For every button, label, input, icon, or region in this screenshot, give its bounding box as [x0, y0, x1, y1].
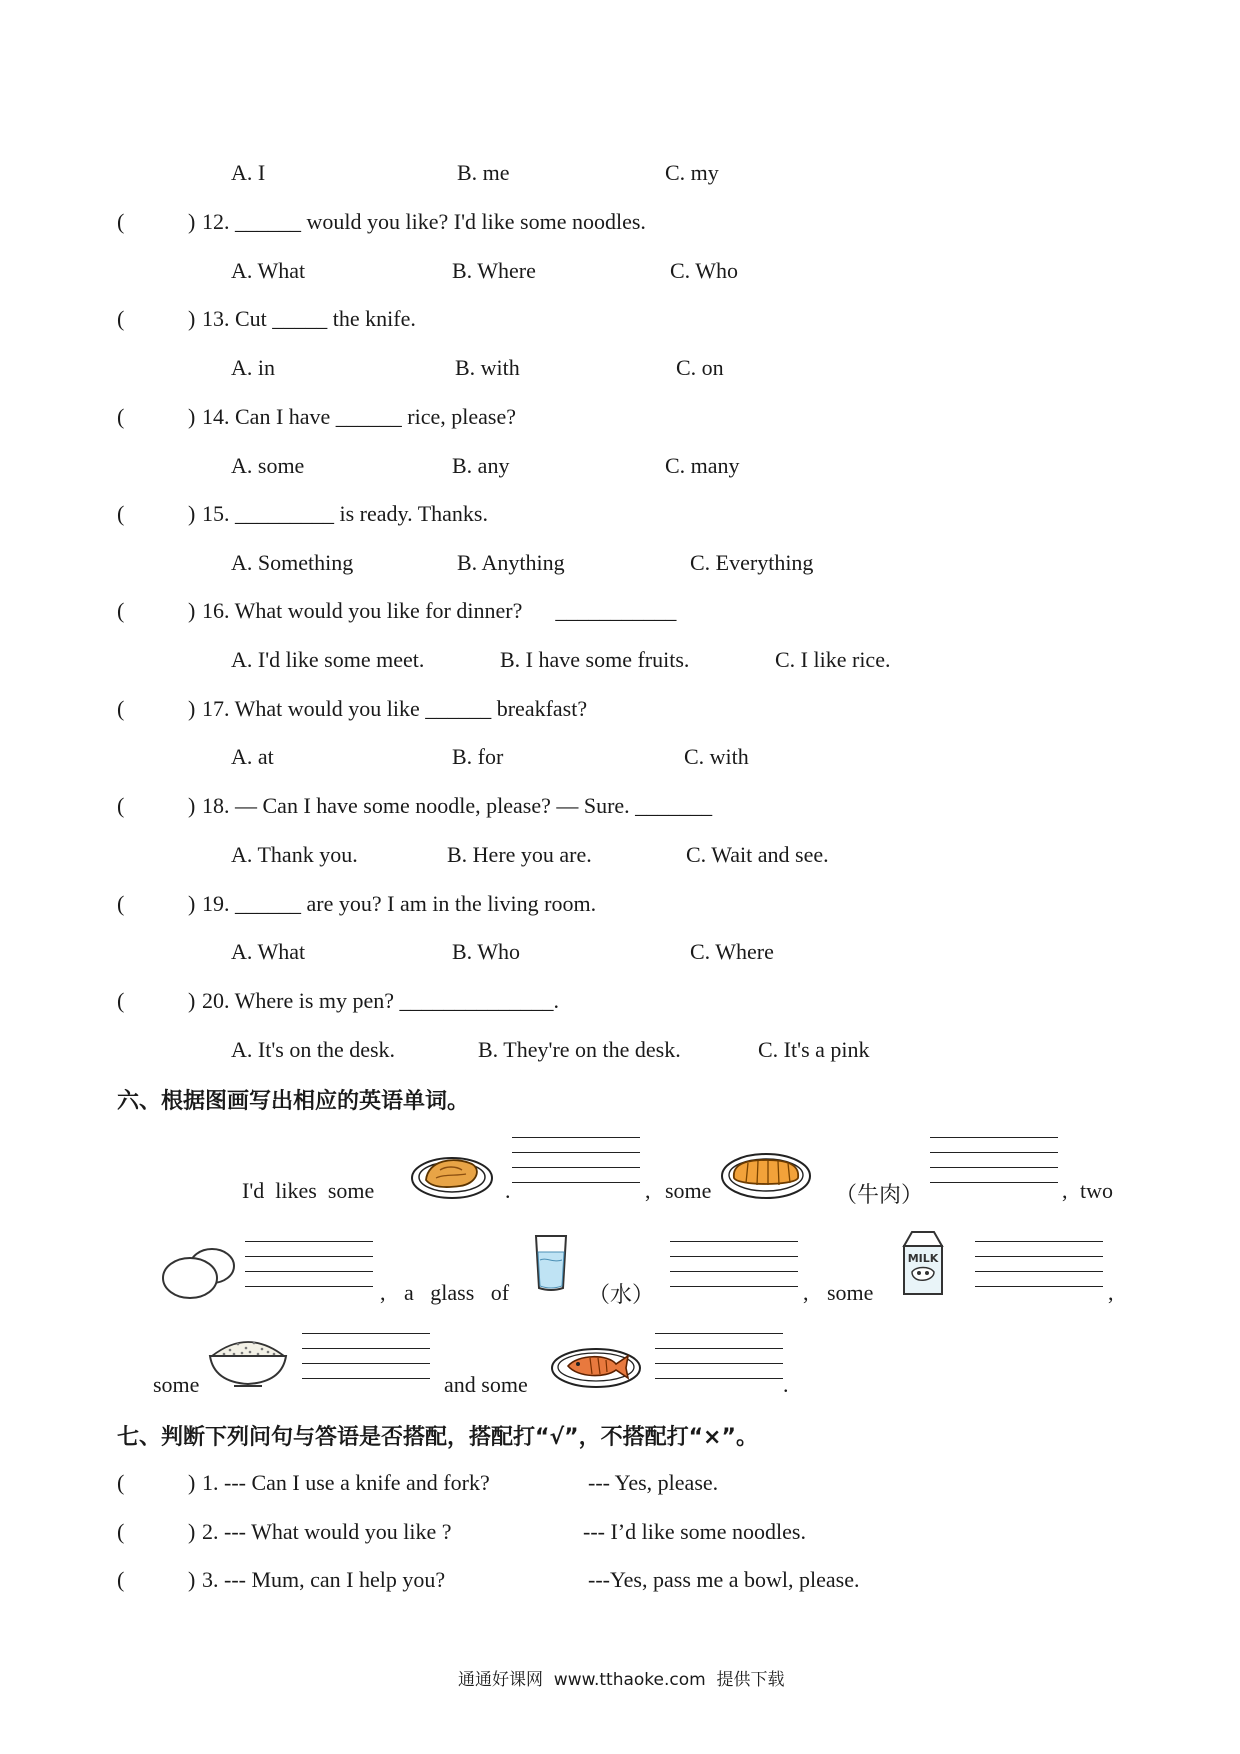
answer-paren-open: (	[117, 1470, 125, 1495]
match-answer: --- Yes, please.	[588, 1470, 719, 1495]
option-b: B. with	[455, 355, 520, 380]
option-a: A. I'd like some meet.	[231, 647, 425, 672]
answer-paren-open: (	[117, 1567, 125, 1592]
question-stem: 12. ______ would you like? I'd like some noodles.	[202, 209, 646, 234]
option-a: A. What	[231, 939, 306, 964]
answer-lines	[930, 1137, 1058, 1197]
fish-plate-icon	[550, 1342, 642, 1390]
option-a: A. I	[231, 160, 266, 185]
answer-lines	[302, 1333, 430, 1393]
word-some: some	[827, 1280, 874, 1305]
page-footer: 通通好课网 www.tthaoke.com 提供下载	[458, 1670, 785, 1690]
option-a: A. Thank you.	[231, 842, 358, 867]
option-b: B. Where	[452, 258, 536, 283]
question-stem: 15. _________ is ready. Thanks.	[202, 501, 488, 526]
punct-comma: ,	[803, 1280, 809, 1305]
answer-paren-close: )	[188, 209, 196, 234]
answer-lines	[512, 1137, 640, 1197]
question-stem: 19. ______ are you? I am in the living room.	[202, 891, 597, 916]
option-b: B. me	[457, 160, 510, 185]
option-b: B. any	[452, 453, 510, 478]
match-question: 1. --- Can I use a knife and fork?	[202, 1470, 490, 1495]
option-c: C. my	[665, 160, 719, 185]
hint-beef: （牛肉）	[835, 1182, 924, 1207]
match-question: 3. --- Mum, can I help you?	[202, 1567, 446, 1592]
chicken-icon	[410, 1148, 494, 1200]
answer-paren-close: )	[188, 306, 196, 331]
option-c: C. I like rice.	[775, 647, 891, 672]
match-question: 2. --- What would you like ?	[202, 1519, 452, 1544]
question-stem: 13. Cut _____ the knife.	[202, 306, 416, 331]
eggs-icon	[160, 1244, 238, 1300]
answer-paren-close: )	[188, 793, 196, 818]
answer-paren-open: (	[117, 988, 125, 1013]
match-answer: ---Yes, pass me a bowl, please.	[588, 1567, 860, 1592]
answer-paren-close: )	[188, 696, 196, 721]
milk-carton-icon	[898, 1228, 948, 1298]
answer-paren-open: (	[117, 404, 125, 429]
answer-paren-close: )	[188, 1519, 196, 1544]
option-c: C. Everything	[690, 550, 814, 575]
answer-paren-close: )	[188, 501, 196, 526]
option-b: B. I have some fruits.	[500, 647, 690, 672]
option-b: B. Anything	[457, 550, 565, 575]
punct-dot: .	[505, 1178, 511, 1203]
sentence-lead: I'd likes some	[242, 1178, 375, 1203]
answer-paren-open: (	[117, 793, 125, 818]
option-c: C. many	[665, 453, 740, 478]
option-a: A. at	[231, 744, 274, 769]
answer-paren-close: )	[188, 598, 196, 623]
answer-paren-open: (	[117, 501, 125, 526]
answer-paren-open: (	[117, 696, 125, 721]
question-stem: 14. Can I have ______ rice, please?	[202, 404, 516, 429]
option-a: A. some	[231, 453, 305, 478]
answer-lines	[655, 1333, 783, 1393]
hint-water: （水）	[588, 1282, 655, 1307]
question-stem: 17. What would you like ______ breakfast?	[202, 696, 588, 721]
answer-paren-open: (	[117, 209, 125, 234]
option-b: B. for	[452, 744, 504, 769]
phrase-a-glass-of: a glass of	[404, 1280, 510, 1305]
match-answer: --- I’d like some noodles.	[583, 1519, 806, 1544]
answer-paren-open: (	[117, 306, 125, 331]
question-stem: 18. — Can I have some noodle, please? — Sure. _______	[202, 793, 713, 818]
answer-lines	[245, 1241, 373, 1301]
answer-lines	[975, 1241, 1103, 1301]
option-a: A. What	[231, 258, 306, 283]
section-7-heading: 七、判断下列问句与答语是否搭配，搭配打“√”，不搭配打“×”。	[117, 1425, 758, 1450]
answer-paren-open: (	[117, 891, 125, 916]
punct-comma: ,	[1062, 1178, 1068, 1203]
option-c: C. with	[684, 744, 749, 769]
answer-paren-close: )	[188, 404, 196, 429]
punct-comma: ,	[645, 1178, 651, 1203]
rice-bowl-icon	[206, 1330, 290, 1392]
answer-paren-open: (	[117, 598, 125, 623]
answer-lines	[670, 1241, 798, 1301]
section-6-heading: 六、根据图画写出相应的英语单词。	[117, 1089, 470, 1114]
answer-paren-close: )	[188, 988, 196, 1013]
water-glass-icon	[532, 1232, 570, 1294]
word-two: two	[1080, 1178, 1113, 1203]
question-stem: 20. Where is my pen? ______________.	[202, 988, 560, 1013]
option-a: A. Something	[231, 550, 354, 575]
option-b: B. Here you are.	[447, 842, 592, 867]
option-c: C. It's a pink	[758, 1037, 870, 1062]
option-c: C. Wait and see.	[686, 842, 829, 867]
word-some: some	[153, 1372, 200, 1397]
option-c: C. Who	[670, 258, 739, 283]
word-some: some	[665, 1178, 712, 1203]
answer-paren-close: )	[188, 1567, 196, 1592]
punct-comma: ,	[380, 1280, 386, 1305]
question-stem: 16. What would you like for dinner? ___________	[202, 598, 677, 623]
svg-text:MILK: MILK	[907, 1252, 939, 1265]
punct-comma: ,	[1108, 1280, 1114, 1305]
option-c: C. on	[676, 355, 724, 380]
phrase-and-some: and some	[444, 1372, 528, 1397]
answer-paren-close: )	[188, 891, 196, 916]
option-c: C. Where	[690, 939, 774, 964]
option-a: A. in	[231, 355, 275, 380]
option-b: B. Who	[452, 939, 521, 964]
bread-icon	[720, 1142, 812, 1200]
option-b: B. They're on the desk.	[478, 1037, 681, 1062]
answer-paren-open: (	[117, 1519, 125, 1544]
option-a: A. It's on the desk.	[231, 1037, 396, 1062]
punct-dot: .	[783, 1372, 789, 1397]
answer-paren-close: )	[188, 1470, 196, 1495]
